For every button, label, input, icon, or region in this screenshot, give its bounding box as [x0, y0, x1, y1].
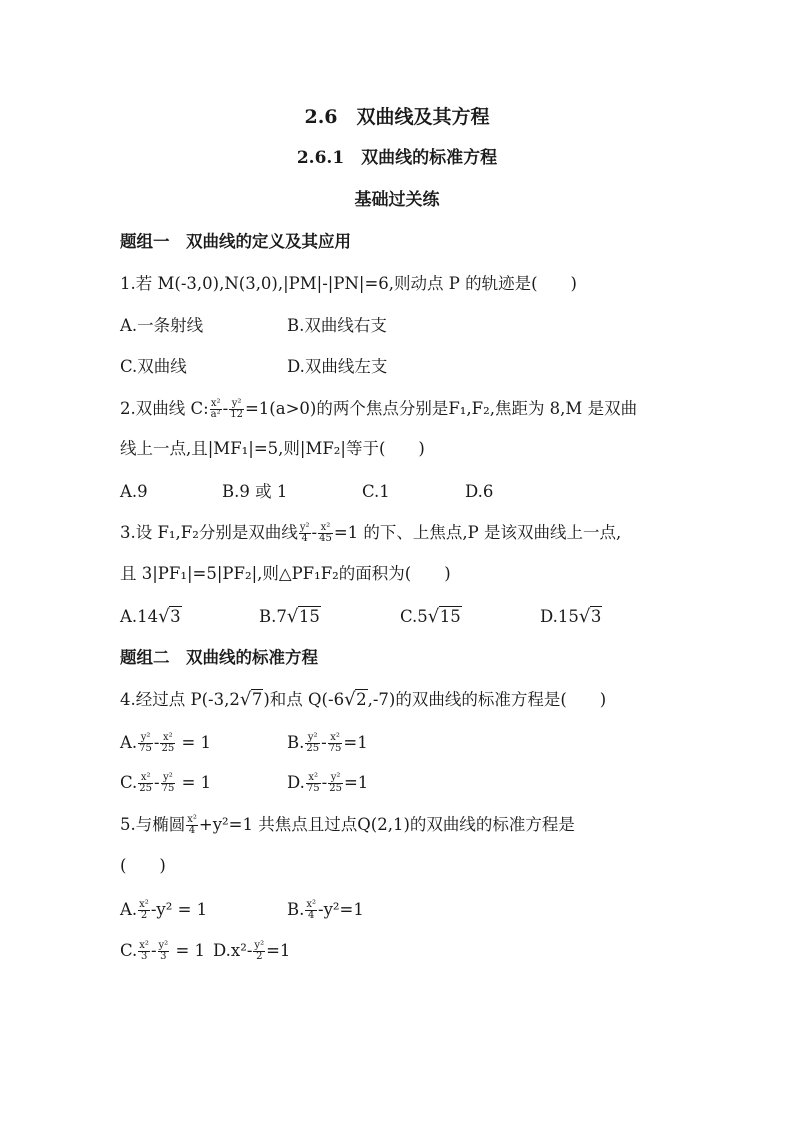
q2-frac1-den: a²	[210, 409, 221, 420]
q4-radicand-2: 2	[356, 690, 367, 709]
q4-sqrt-2	[344, 692, 368, 709]
q4-b-den-2: 75	[328, 743, 342, 754]
q5-d-pre: x²-	[230, 941, 253, 960]
q5-b-num: x²	[306, 898, 317, 910]
q5-a-label: A.	[120, 900, 138, 919]
q3-frac1-den: 4	[301, 533, 308, 544]
q5-option-c-d-line	[120, 936, 290, 966]
q4-b-num-2: x²	[328, 733, 343, 745]
q2-option-a: A.9	[120, 482, 148, 501]
q4-radicand-1: 7	[251, 690, 263, 709]
q5-frac-num: x²	[187, 813, 197, 825]
q2-option-c: C.1	[362, 482, 390, 501]
q5-d-den: 2	[256, 951, 263, 962]
q4-option-b	[287, 729, 368, 757]
q5-b-den: 4	[308, 910, 315, 921]
q2-option-d: D.6	[465, 482, 494, 501]
q1-option-c: C.双曲线	[120, 357, 187, 376]
q5-c-frac-1	[138, 941, 150, 963]
q5-c-den-1: 3	[140, 951, 148, 962]
q4-c-tail: = 1	[176, 773, 212, 792]
q5-d-num: y²	[254, 939, 265, 951]
q5-c-op: -	[150, 941, 157, 960]
question-3-stem	[120, 518, 621, 548]
q3-fraction-1	[299, 523, 311, 545]
q5-c-num-1: x²	[139, 939, 149, 951]
q5-c-frac-2	[158, 941, 170, 963]
q4-d-num-1: x²	[306, 773, 321, 785]
q3-option-b	[259, 609, 321, 626]
q4-b-den-1: 25	[306, 743, 320, 754]
q4-a-num-1: y²	[138, 733, 153, 745]
q1-option-a: A.一条射线	[120, 316, 204, 335]
q5-suffix: +y²=1 共焦点且过点Q(2,1)的双曲线的标准方程是	[198, 815, 575, 834]
q4-option-a	[120, 729, 211, 757]
q5-a-frac	[138, 900, 150, 922]
q3-minus: -	[311, 523, 318, 542]
q3-suffix: =1 的下、上焦点,P 是该双曲线上一点,	[333, 523, 622, 542]
q4-d-num-2: y²	[328, 773, 343, 785]
q4-part-1: 4.经过点 P(-3,2	[120, 690, 240, 709]
q3-option-a	[120, 609, 182, 626]
section-heading: 基础过关练	[354, 190, 440, 210]
q4-a-op: -	[153, 733, 160, 752]
q2-minus: -	[222, 399, 229, 418]
q3-d-coef: D.15	[540, 607, 579, 626]
q4-b-frac-2	[328, 733, 343, 755]
q4-d-tail: =1	[343, 773, 369, 792]
question-5-stem	[120, 810, 575, 840]
q2-frac1-num: x²	[210, 397, 221, 409]
q4-c-num-2: y²	[161, 773, 176, 785]
q2-fraction-2	[229, 399, 244, 421]
q2-fraction-1	[210, 399, 222, 421]
q4-c-den-2: 75	[161, 783, 175, 794]
q3-a-sqrt	[158, 609, 182, 626]
q5-c-label: C.	[120, 941, 138, 960]
q2-option-b: B.9 或 1	[222, 482, 288, 501]
q4-c-frac-1	[138, 773, 153, 795]
q5-c-den-2: 3	[160, 951, 167, 962]
q5-b-tail: -y²=1	[318, 900, 364, 919]
q3-c-radicand: 15	[439, 607, 461, 626]
q5-a-den: 2	[140, 910, 148, 921]
q4-d-den-2: 25	[329, 783, 342, 794]
q5-c-num-2: y²	[158, 939, 169, 951]
q4-d-op: -	[321, 773, 328, 792]
q4-c-op: -	[154, 773, 160, 792]
q4-a-num-2: x²	[160, 733, 175, 745]
question-3-line-2: 且 3|PF₁|=5|PF₂|,则△PF₁F₂的面积为( )	[120, 564, 451, 583]
q2-frac2-num: y²	[229, 399, 244, 411]
q4-part-3: ,-7)的双曲线的标准方程是( )	[367, 690, 607, 709]
q3-c-coef: C.5	[400, 607, 428, 626]
q4-c-num-1: x²	[138, 773, 153, 785]
q5-option-a	[120, 895, 207, 925]
q2-prefix: 2.双曲线 C:	[120, 399, 209, 418]
q5-d-frac	[253, 941, 265, 963]
q4-a-frac-1	[138, 733, 153, 755]
page-title: 2.6 双曲线及其方程	[304, 106, 490, 128]
q4-a-tail: = 1	[176, 733, 212, 752]
q4-c-label: C.	[120, 773, 138, 792]
q4-b-tail: =1	[343, 733, 368, 752]
q3-option-d	[540, 609, 602, 626]
q4-d-label: D.	[287, 773, 305, 792]
q3-b-radicand: 15	[298, 607, 320, 626]
q4-a-label: A.	[120, 733, 138, 752]
q2-frac2-den: 12	[230, 409, 243, 420]
q3-prefix: 3.设 F₁,F₂分别是双曲线	[120, 523, 298, 542]
q4-sqrt-1	[240, 692, 264, 709]
q4-d-frac-1	[306, 773, 321, 795]
question-4-stem	[120, 692, 606, 709]
q5-a-tail: -y² = 1	[150, 900, 208, 919]
q4-option-d	[287, 769, 368, 797]
q4-b-op: -	[321, 733, 327, 752]
q4-c-den-1: 25	[139, 783, 153, 794]
q3-frac2-den: 45	[319, 533, 332, 544]
q4-part-2: )和点 Q(-6	[263, 690, 345, 709]
q3-option-c	[400, 609, 462, 626]
q3-a-radicand: 3	[170, 607, 181, 626]
q5-c-tail: = 1	[170, 941, 206, 960]
q4-d-frac-2	[328, 773, 343, 795]
question-2-line-2: 线上一点,且|MF₁|=5,则|MF₂|等于( )	[120, 439, 425, 458]
q3-d-sqrt	[579, 609, 603, 626]
q3-frac2-num: x²	[318, 523, 333, 535]
q3-a-coef: A.14	[120, 607, 159, 626]
q4-c-frac-2	[161, 773, 176, 795]
group-one-heading: 题组一 双曲线的定义及其应用	[120, 232, 351, 251]
q4-b-label: B.	[287, 733, 305, 752]
q4-a-frac-2	[160, 733, 175, 755]
q5-d-tail: =1	[266, 941, 291, 960]
q5-b-frac	[305, 900, 317, 922]
q3-frac1-num: y²	[299, 521, 310, 533]
q3-fraction-2	[318, 523, 333, 545]
q3-c-sqrt	[428, 609, 462, 626]
q2-suffix: =1(a>0)的两个焦点分别是F₁,F₂,焦距为 8,M 是双曲	[244, 399, 638, 418]
question-2-stem	[120, 394, 637, 424]
q4-b-num-1: y²	[305, 733, 320, 745]
q4-b-frac-1	[305, 733, 320, 755]
q5-d-label: D.	[213, 941, 231, 960]
q4-option-c	[120, 769, 211, 797]
q5-a-num: x²	[139, 898, 149, 910]
q5-option-b	[287, 895, 364, 925]
question-1-stem: 1.若 M(-3,0),N(3,0),|PM|-|PN|=6,则动点 P 的轨迹是( )	[120, 274, 577, 293]
question-5-line-2: ( )	[120, 856, 166, 875]
q1-option-b: B.双曲线右支	[287, 316, 387, 335]
q3-b-sqrt	[287, 609, 321, 626]
group-two-heading: 题组二 双曲线的标准方程	[120, 648, 318, 667]
page-subtitle: 2.6.1 双曲线的标准方程	[296, 148, 498, 168]
q4-a-den-2: 25	[161, 743, 175, 754]
q4-a-den-1: 75	[139, 743, 152, 754]
q3-d-radicand: 3	[590, 607, 602, 626]
q5-frac-den: 4	[188, 825, 196, 836]
q3-b-coef: B.7	[259, 607, 287, 626]
q5-prefix: 5.与椭圆	[120, 815, 186, 834]
q5-b-label: B.	[287, 900, 305, 919]
q1-option-d: D.双曲线左支	[287, 357, 388, 376]
q4-d-den-1: 75	[306, 783, 320, 794]
q5-fraction	[186, 815, 198, 837]
